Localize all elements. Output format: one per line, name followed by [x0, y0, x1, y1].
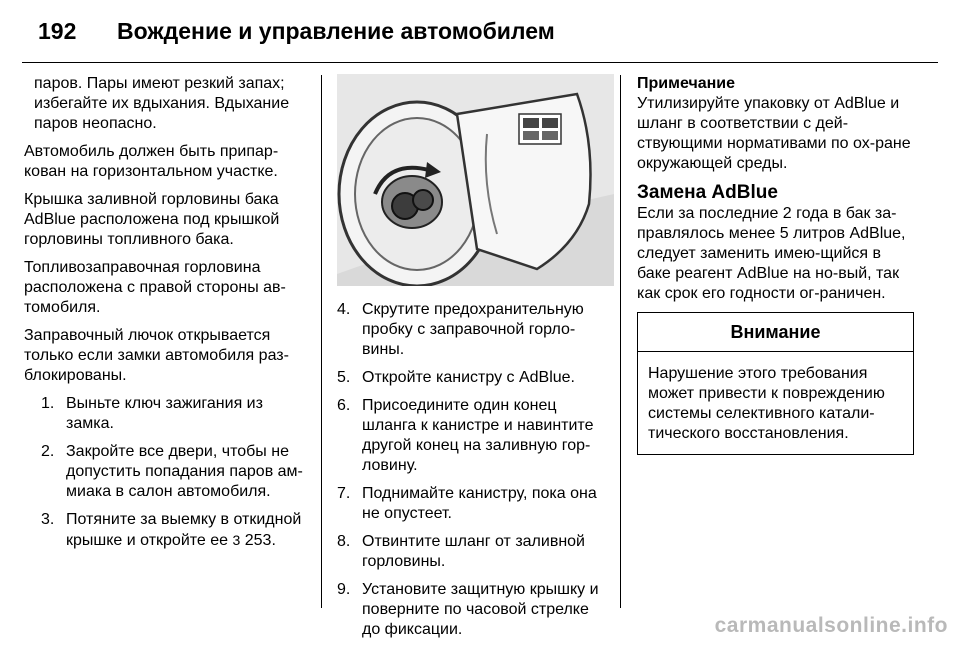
steps-list-2	[337, 300, 607, 640]
section-text: Если за последние 2 года в бак за-правлялось менее 5 литров AdBlue, следует заменить имею-щийся в баке реагент AdBlue на но-вый, так как срок его годности ог-раничен.	[637, 205, 906, 302]
step-text: Поднимайте канистру, пока она не опустеет.	[362, 485, 597, 522]
warning-title: Внимание	[638, 313, 913, 352]
step-number: 2.	[41, 443, 55, 460]
step-text: Потяните за выемку в откидной крышке и откройте ее	[66, 511, 302, 549]
warning-box	[637, 312, 914, 455]
step-item	[337, 484, 607, 524]
page-number: 192	[38, 18, 77, 44]
step-item	[337, 368, 607, 388]
column-divider-left	[321, 75, 322, 608]
step-number: 6.	[337, 397, 351, 414]
fuel-filler-cap-icon	[337, 74, 614, 286]
warning-text: Нарушение этого требования может привести к повреждению системы селективного катали-тического восстановления.	[648, 365, 885, 442]
steps-list-1	[41, 394, 306, 551]
step-number: 7.	[337, 485, 351, 502]
paragraph-filler-location: Топливозаправочная горловина расположена с правой стороны ав-томобиля.	[24, 259, 286, 316]
right-column	[637, 74, 912, 455]
step-item	[337, 532, 607, 572]
paragraph-adblue-cap: Крышка заливной горловины бака AdBlue расположена под крышкой горловины топливного бака.	[24, 191, 280, 248]
fuel-filler-cap-illustration	[337, 74, 614, 286]
step-item	[337, 396, 607, 476]
step-number: 5.	[337, 369, 351, 386]
step-item	[41, 442, 306, 502]
step-number: 4.	[337, 301, 351, 318]
step-item	[41, 394, 306, 434]
step-number: 8.	[337, 533, 351, 550]
left-column	[24, 74, 306, 559]
step-item	[41, 510, 306, 551]
continued-paragraph: паров. Пары имеют резкий запах; избегайте их вдыхания. Вдыхание паров неопасно.	[34, 75, 290, 132]
step-text: Скрутите предохранительную пробку с заправочной горло-вины.	[362, 301, 584, 358]
step-text: Установите защитную крышку и поверните по часовой стрелке до фиксации.	[362, 581, 599, 638]
step-item	[337, 300, 607, 360]
step-text: Закройте все двери, чтобы не допустить попадания паров ам-миака в салон автомобиля.	[66, 443, 303, 500]
paragraph-flap-unlock: Заправочный лючок открывается только если замки автомобиля раз-блокированы.	[24, 327, 289, 384]
note-heading: Примечание	[637, 75, 736, 92]
step-text: Присоедините один конец шланга к канистре и навинтите другой конец на заливную гор-ловину.	[362, 397, 594, 474]
step-number: 1.	[41, 395, 55, 412]
step-item	[337, 580, 607, 640]
step-text: Отвинтите шланг от заливной горловины.	[362, 533, 585, 570]
step-text: Выньте ключ зажигания из замка.	[66, 395, 263, 432]
note-text: Утилизируйте упаковку от AdBlue и шланг в соответствии с дей-ствующими нормативами по ох-ране окружающей среды.	[637, 95, 911, 172]
step-number: 3.	[41, 511, 55, 528]
middle-column	[337, 74, 607, 648]
header-rule	[22, 62, 938, 63]
chapter-title: Вождение и управление автомобилем	[117, 18, 555, 44]
page-reference-icon[interactable]: 3	[232, 532, 241, 548]
column-divider-right	[620, 75, 621, 608]
step-number: 9.	[337, 581, 351, 598]
watermark: carmanualsonline.info	[714, 614, 948, 637]
section-heading: Замена AdBlue	[637, 182, 778, 203]
step-text: Откройте канистру с AdBlue.	[362, 369, 575, 386]
page-reference-link[interactable]: 253.	[244, 532, 276, 549]
paragraph-parking: Автомобиль должен быть припар-кован на горизонтальном участке.	[24, 143, 279, 180]
